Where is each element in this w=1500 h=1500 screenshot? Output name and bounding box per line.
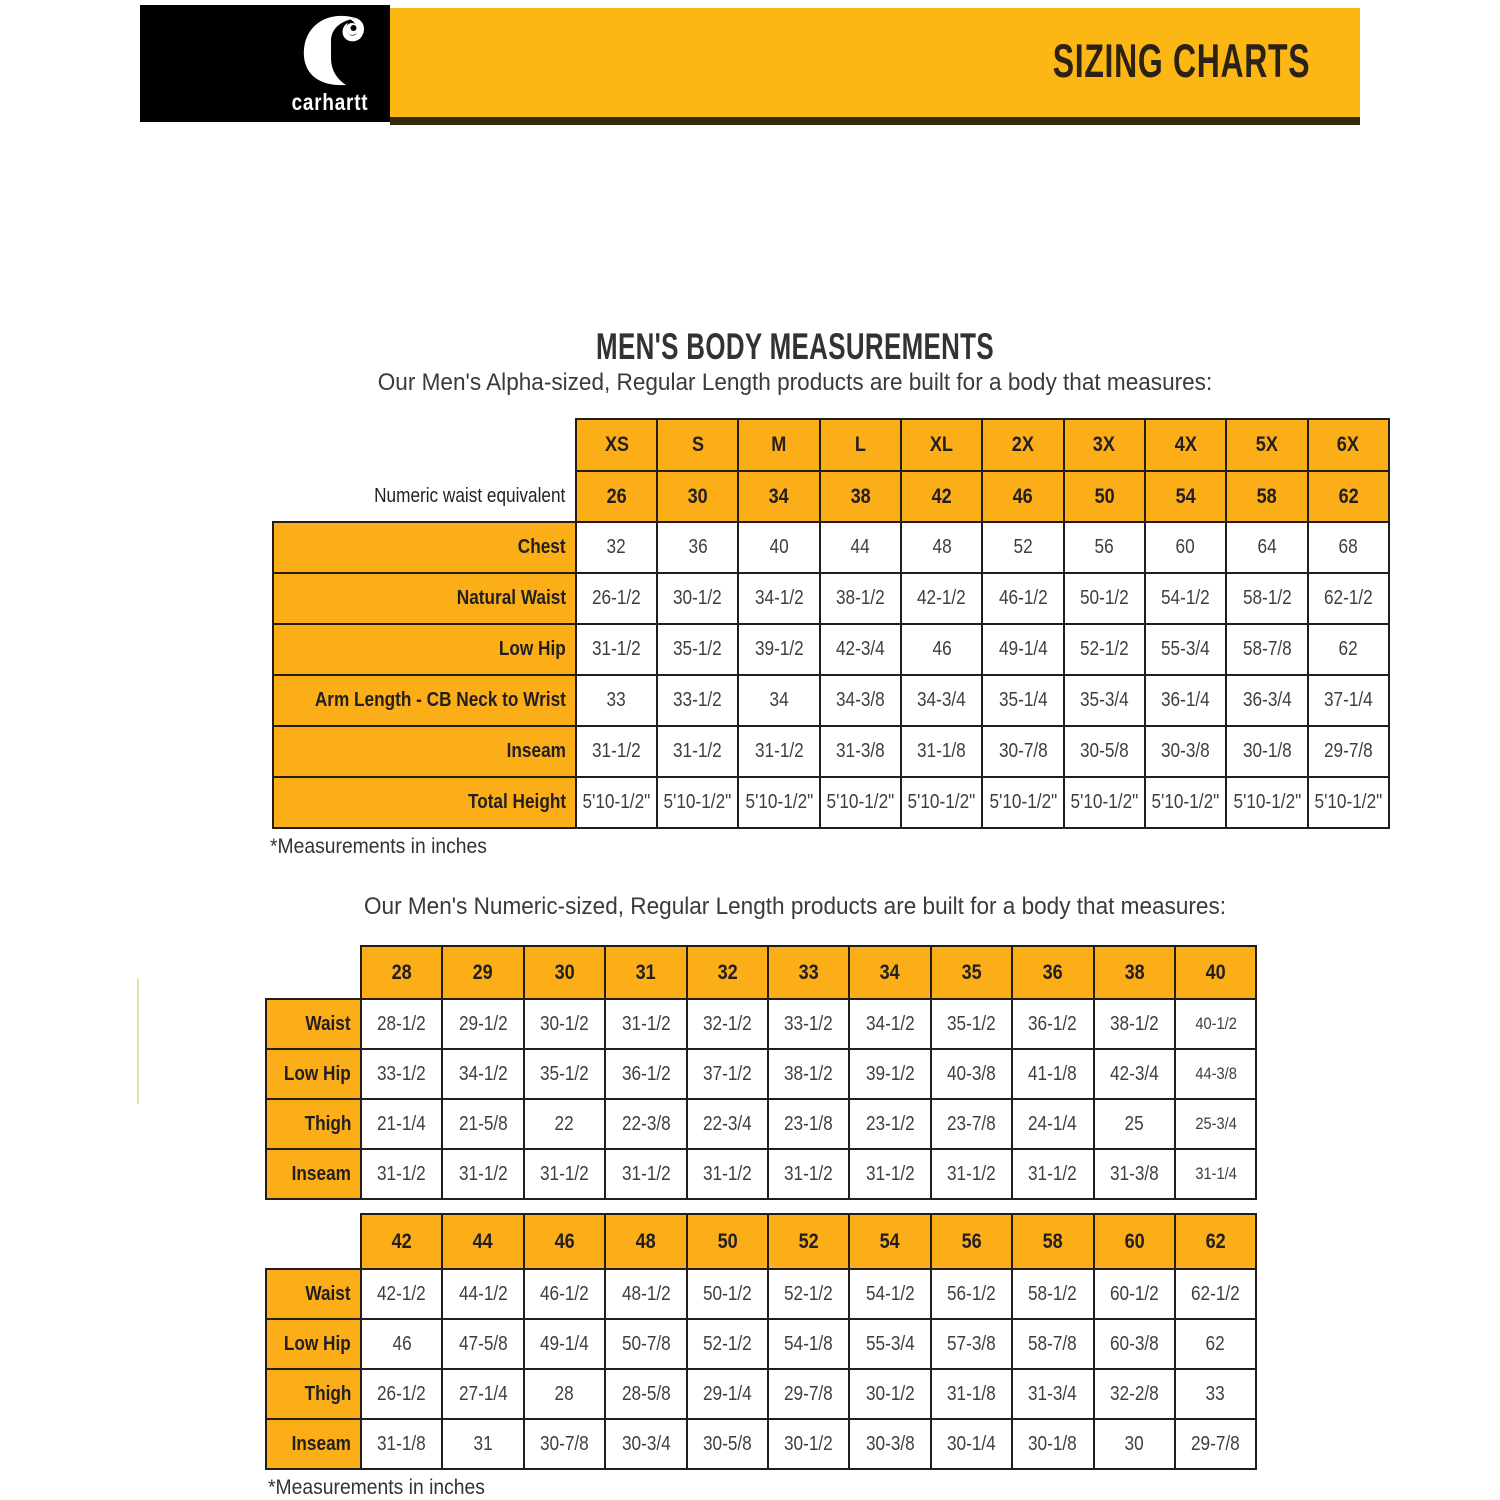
cell-value: 27-1/4: [442, 1369, 523, 1419]
cell-value: 31-1/2: [849, 1149, 930, 1199]
cell-value: 34-1/2: [849, 999, 930, 1049]
banner-bar: [390, 8, 1360, 117]
cell-value: 35-1/2: [524, 1049, 605, 1099]
cell-value: 31: [442, 1419, 523, 1469]
cell-value: 32: [576, 522, 657, 573]
corner-spacer: [266, 1214, 361, 1269]
cell-value: 36-3/4: [1226, 675, 1307, 726]
cell-value: 50-7/8: [605, 1319, 686, 1369]
cell-value: 42-1/2: [901, 573, 982, 624]
cell-value: 31-1/2: [605, 1149, 686, 1199]
cell-value: 31-1/8: [361, 1419, 442, 1469]
cell-value: 5'10-1/2": [1308, 777, 1389, 828]
row-label: Total Height: [273, 777, 576, 828]
corner-spacer: [273, 419, 576, 471]
size-header-row: [266, 946, 1256, 999]
waist-equivalent-row: [273, 471, 1389, 522]
banner-title: SIZING CHARTS: [1052, 34, 1311, 87]
cell-value: 37-1/4: [1308, 675, 1389, 726]
cell-value: 30-5/8: [687, 1419, 768, 1469]
row-label: Arm Length - CB Neck to Wrist: [273, 675, 576, 726]
size-col-header: XL: [901, 419, 982, 471]
cell-value: 29-7/8: [1308, 726, 1389, 777]
size-col-header: 46: [524, 1214, 605, 1269]
size-col-header: 28: [361, 946, 442, 999]
cell-value: 34-1/2: [442, 1049, 523, 1099]
measurement-row: [273, 675, 1389, 726]
cell-value: 35-1/2: [657, 624, 738, 675]
cell-value: 34-3/8: [820, 675, 901, 726]
cell-value: 31-1/4: [1175, 1149, 1256, 1199]
measurement-row: [273, 573, 1389, 624]
cell-value: 46-1/2: [524, 1269, 605, 1319]
cell-value: 40: [738, 522, 819, 573]
row-label: Low Hip: [266, 1319, 361, 1369]
size-col-header: L: [820, 419, 901, 471]
cell-value: 54-1/8: [768, 1319, 849, 1369]
cell-value: 23-7/8: [931, 1099, 1012, 1149]
alpha-size-table: [272, 418, 1390, 829]
size-col-header: 32: [687, 946, 768, 999]
size-col-header: 6X: [1308, 419, 1389, 471]
cell-value: 30-3/4: [605, 1419, 686, 1469]
size-col-header: 5X: [1226, 419, 1307, 471]
cell-value: 36: [657, 522, 738, 573]
cell-value: 21-5/8: [442, 1099, 523, 1149]
measurement-row: [273, 726, 1389, 777]
sizing-table: [265, 1213, 1257, 1470]
cell-value: 52: [982, 522, 1063, 573]
waist-equivalent-value: 54: [1145, 471, 1226, 522]
cell-value: 31-1/2: [687, 1149, 768, 1199]
cell-value: 30-7/8: [524, 1419, 605, 1469]
waist-equivalent-value: 34: [738, 471, 819, 522]
size-col-header: 60: [1094, 1214, 1175, 1269]
cell-value: 46-1/2: [982, 573, 1063, 624]
cell-value: 30-3/8: [849, 1419, 930, 1469]
carhartt-wordmark: carhartt: [291, 89, 369, 115]
waist-equivalent-value: 42: [901, 471, 982, 522]
cell-value: 62: [1308, 624, 1389, 675]
row-label: Thigh: [266, 1369, 361, 1419]
cell-value: 60-1/2: [1094, 1269, 1175, 1319]
size-col-header: 4X: [1145, 419, 1226, 471]
cell-value: 31-1/2: [605, 999, 686, 1049]
cell-value: 31-1/2: [576, 726, 657, 777]
cell-value: 26-1/2: [576, 573, 657, 624]
cell-value: 31-1/2: [576, 624, 657, 675]
cell-value: 37-1/2: [687, 1049, 768, 1099]
cell-value: 33-1/2: [768, 999, 849, 1049]
cell-value: 36-1/2: [1012, 999, 1093, 1049]
cell-value: 30-3/8: [1145, 726, 1226, 777]
row-label: Inseam: [273, 726, 576, 777]
size-col-header: 56: [931, 1214, 1012, 1269]
cell-value: 60: [1145, 522, 1226, 573]
measurement-row: [266, 999, 1256, 1049]
cell-value: 30-1/2: [768, 1419, 849, 1469]
cell-value: 62-1/2: [1175, 1269, 1256, 1319]
row-label: Waist: [266, 1269, 361, 1319]
cell-value: 62: [1175, 1319, 1256, 1369]
cell-value: 38-1/2: [820, 573, 901, 624]
size-col-header: 29: [442, 946, 523, 999]
row-label: Low Hip: [266, 1049, 361, 1099]
page-title: MEN'S BODY MEASUREMENTS: [596, 326, 994, 367]
cell-value: 54-1/2: [849, 1269, 930, 1319]
numeric-size-table-small: [265, 945, 1257, 1200]
measurement-row: [266, 1149, 1256, 1199]
cell-value: 40-3/8: [931, 1049, 1012, 1099]
measurement-row: [266, 1049, 1256, 1099]
cell-value: 31-3/4: [1012, 1369, 1093, 1419]
size-col-header: 62: [1175, 1214, 1256, 1269]
cell-value: 50-1/2: [1064, 573, 1145, 624]
alpha-intro-text: Our Men's Alpha-sized, Regular Length products are built for a body that measures:: [377, 369, 1213, 396]
cell-value: 30-1/2: [657, 573, 738, 624]
waist-equivalent-value: 46: [982, 471, 1063, 522]
numeric-size-table-large: [265, 1213, 1257, 1470]
cell-value: 39-1/2: [738, 624, 819, 675]
cell-value: 30-1/4: [931, 1419, 1012, 1469]
cell-value: 29-7/8: [768, 1369, 849, 1419]
cell-value: 40-1/2: [1175, 999, 1256, 1049]
waist-equivalent-value: 50: [1064, 471, 1145, 522]
cell-value: 44-1/2: [442, 1269, 523, 1319]
cell-value: 34-1/2: [738, 573, 819, 624]
cell-value: 31-1/2: [768, 1149, 849, 1199]
measurement-row: [273, 624, 1389, 675]
cell-value: 31-1/2: [931, 1149, 1012, 1199]
cell-value: 55-3/4: [849, 1319, 930, 1369]
corner-spacer: [266, 946, 361, 999]
cell-value: 31-1/8: [931, 1369, 1012, 1419]
cell-value: 52-1/2: [687, 1319, 768, 1369]
cell-value: 29-1/4: [687, 1369, 768, 1419]
measurement-row: [266, 1419, 1256, 1469]
measurement-row: [266, 1269, 1256, 1319]
cell-value: 26-1/2: [361, 1369, 442, 1419]
cell-value: 60-3/8: [1094, 1319, 1175, 1369]
size-col-header: 3X: [1064, 419, 1145, 471]
size-col-header: S: [657, 419, 738, 471]
cell-value: 42-3/4: [1094, 1049, 1175, 1099]
carhartt-logo-box: [140, 5, 390, 122]
cell-value: 48: [901, 522, 982, 573]
row-label: Waist: [266, 999, 361, 1049]
size-col-header: M: [738, 419, 819, 471]
size-col-header: 42: [361, 1214, 442, 1269]
cell-value: 36-1/4: [1145, 675, 1226, 726]
cell-value: 5'10-1/2": [1145, 777, 1226, 828]
cell-value: 31-1/2: [738, 726, 819, 777]
cell-value: 23-1/2: [849, 1099, 930, 1149]
measurements-footnote-1: *Measurements in inches: [270, 835, 487, 858]
size-col-header: 31: [605, 946, 686, 999]
waist-equivalent-value: 38: [820, 471, 901, 522]
row-label-plain: Numeric waist equivalent: [373, 484, 565, 507]
size-col-header: 34: [849, 946, 930, 999]
banner-bottom-strip: [390, 117, 1360, 125]
cell-value: 42-1/2: [361, 1269, 442, 1319]
cell-value: 58-1/2: [1012, 1269, 1093, 1319]
measurement-row: [266, 1319, 1256, 1369]
cell-value: 29-1/2: [442, 999, 523, 1049]
cell-value: 22: [524, 1099, 605, 1149]
size-header-row: [273, 419, 1389, 471]
cell-value: 49-1/4: [524, 1319, 605, 1369]
cell-value: 68: [1308, 522, 1389, 573]
cell-value: 44-3/8: [1175, 1049, 1256, 1099]
row-label: Inseam: [266, 1419, 361, 1469]
row-label: Low Hip: [273, 624, 576, 675]
cell-value: 31-1/2: [1012, 1149, 1093, 1199]
size-col-header: 52: [768, 1214, 849, 1269]
cell-value: 36-1/2: [605, 1049, 686, 1099]
cell-value: 58-7/8: [1012, 1319, 1093, 1369]
row-label: Thigh: [266, 1099, 361, 1149]
cell-value: 38-1/2: [768, 1049, 849, 1099]
sizing-table: [265, 945, 1257, 1200]
cell-value: 46: [361, 1319, 442, 1369]
cell-value: 5'10-1/2": [1064, 777, 1145, 828]
cell-value: 56: [1064, 522, 1145, 573]
cell-value: 35-1/4: [982, 675, 1063, 726]
cell-value: 52-1/2: [768, 1269, 849, 1319]
waist-equivalent-value: 30: [657, 471, 738, 522]
cell-value: 5'10-1/2": [576, 777, 657, 828]
measurement-row: [266, 1369, 1256, 1419]
measurement-row: [273, 522, 1389, 573]
size-col-header: 38: [1094, 946, 1175, 999]
cell-value: 5'10-1/2": [982, 777, 1063, 828]
cell-value: 31-1/8: [901, 726, 982, 777]
cell-value: 35-1/2: [931, 999, 1012, 1049]
measurements-footnote-2: *Measurements in inches: [268, 1476, 485, 1499]
cell-value: 41-1/8: [1012, 1049, 1093, 1099]
cell-value: 28: [524, 1369, 605, 1419]
cell-value: 58-7/8: [1226, 624, 1307, 675]
cell-value: 25-3/4: [1175, 1099, 1256, 1149]
cell-value: 28-5/8: [605, 1369, 686, 1419]
cell-value: 31-1/2: [361, 1149, 442, 1199]
size-col-header: 48: [605, 1214, 686, 1269]
size-col-header: 30: [524, 946, 605, 999]
cell-value: 42-3/4: [820, 624, 901, 675]
cell-value: 5'10-1/2": [738, 777, 819, 828]
waist-equivalent-value: 62: [1308, 471, 1389, 522]
waist-equivalent-value: 58: [1226, 471, 1307, 522]
cell-value: 25: [1094, 1099, 1175, 1149]
size-col-header: 35: [931, 946, 1012, 999]
size-col-header: XS: [576, 419, 657, 471]
size-col-header: 58: [1012, 1214, 1093, 1269]
cell-value: 62-1/2: [1308, 573, 1389, 624]
size-col-header: 2X: [982, 419, 1063, 471]
measurement-row: [273, 777, 1389, 828]
cell-value: 64: [1226, 522, 1307, 573]
row-label: Inseam: [266, 1149, 361, 1199]
cell-value: 33-1/2: [657, 675, 738, 726]
cell-value: 5'10-1/2": [901, 777, 982, 828]
size-col-header: 54: [849, 1214, 930, 1269]
cell-value: 29-7/8: [1175, 1419, 1256, 1469]
numeric-intro-text: Our Men's Numeric-sized, Regular Length products are built for a body that measures:: [363, 893, 1226, 920]
carhartt-c-logo-icon: [298, 15, 370, 87]
cell-value: 47-5/8: [442, 1319, 523, 1369]
cell-value: 34: [738, 675, 819, 726]
cell-value: 32-1/2: [687, 999, 768, 1049]
cell-value: 21-1/4: [361, 1099, 442, 1149]
cell-value: 30: [1094, 1419, 1175, 1469]
cell-value: 44: [820, 522, 901, 573]
cell-value: 39-1/2: [849, 1049, 930, 1099]
size-col-header: 36: [1012, 946, 1093, 999]
cell-value: 34-3/4: [901, 675, 982, 726]
cell-value: 31-3/8: [1094, 1149, 1175, 1199]
cell-value: 31-1/2: [657, 726, 738, 777]
cell-value: 31-1/2: [524, 1149, 605, 1199]
sizing-table: [272, 418, 1390, 829]
cell-value: 30-7/8: [982, 726, 1063, 777]
waist-equivalent-value: 26: [576, 471, 657, 522]
cell-value: 5'10-1/2": [820, 777, 901, 828]
cell-value: 35-3/4: [1064, 675, 1145, 726]
cell-value: 52-1/2: [1064, 624, 1145, 675]
size-col-header: 33: [768, 946, 849, 999]
cell-value: 33-1/2: [361, 1049, 442, 1099]
cell-value: 30-1/2: [849, 1369, 930, 1419]
cell-value: 50-1/2: [687, 1269, 768, 1319]
cell-value: 5'10-1/2": [657, 777, 738, 828]
cell-value: 30-1/2: [524, 999, 605, 1049]
cell-value: 28-1/2: [361, 999, 442, 1049]
cell-value: 33: [1175, 1369, 1256, 1419]
cell-value: 32-2/8: [1094, 1369, 1175, 1419]
size-col-header: 50: [687, 1214, 768, 1269]
cell-value: 48-1/2: [605, 1269, 686, 1319]
cell-value: 24-1/4: [1012, 1099, 1093, 1149]
size-col-header: 40: [1175, 946, 1256, 999]
cell-value: 22-3/4: [687, 1099, 768, 1149]
cell-value: 5'10-1/2": [1226, 777, 1307, 828]
cell-value: 55-3/4: [1145, 624, 1226, 675]
size-col-header: 44: [442, 1214, 523, 1269]
size-header-row: [266, 1214, 1256, 1269]
cell-value: 31-1/2: [442, 1149, 523, 1199]
cell-value: 58-1/2: [1226, 573, 1307, 624]
cell-value: 22-3/8: [605, 1099, 686, 1149]
cell-value: 38-1/2: [1094, 999, 1175, 1049]
cell-value: 49-1/4: [982, 624, 1063, 675]
measurement-row: [266, 1099, 1256, 1149]
cell-value: 57-3/8: [931, 1319, 1012, 1369]
row-label: Natural Waist: [273, 573, 576, 624]
scan-artifact-line: [137, 978, 139, 1104]
cell-value: 30-5/8: [1064, 726, 1145, 777]
cell-value: 56-1/2: [931, 1269, 1012, 1319]
cell-value: 33: [576, 675, 657, 726]
cell-value: 30-1/8: [1226, 726, 1307, 777]
cell-value: 46: [901, 624, 982, 675]
cell-value: 30-1/8: [1012, 1419, 1093, 1469]
row-label: Chest: [273, 522, 576, 573]
cell-value: 31-3/8: [820, 726, 901, 777]
cell-value: 54-1/2: [1145, 573, 1226, 624]
cell-value: 23-1/8: [768, 1099, 849, 1149]
